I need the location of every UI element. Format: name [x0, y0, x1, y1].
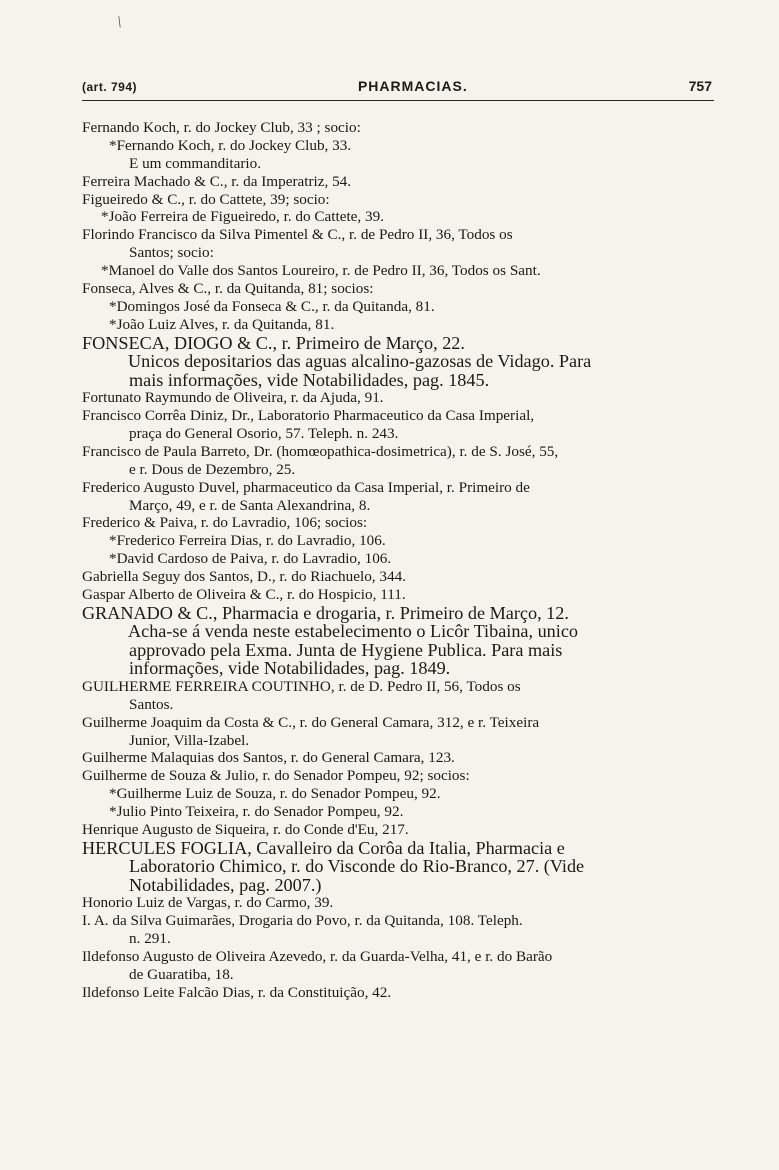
entry-line: Março, 49, e r. de Santa Alexandrina, 8.: [129, 496, 371, 514]
entry-line: Gabriella Seguy dos Santos, D., r. do Riachuelo, 344.: [82, 568, 406, 586]
header-rule: [82, 100, 714, 101]
entry-line: Santos.: [129, 695, 174, 713]
entry-line: *João Luiz Alves, r. da Quitanda, 81.: [109, 315, 335, 333]
entry-line: Notabilidades, pag. 2007.): [129, 874, 322, 895]
entry-line: *David Cardoso de Paiva, r. do Lavradio, 106.: [109, 550, 392, 568]
entry-line: n. 291.: [129, 930, 171, 948]
entry-line: Honorio Luiz de Vargas, r. do Carmo, 39.: [82, 894, 334, 912]
entry-line: Junior, Villa-Izabel.: [129, 731, 250, 749]
entry-line: FONSECA, DIOGO & C., r. Primeiro de Março, 22.: [82, 332, 465, 353]
entry-line: Laboratorio Chimico, r. do Visconde do Rio-Branco, 27. (Vide: [129, 856, 585, 877]
entry-line: I. A. da Silva Guimarães, Drogaria do Povo, r. da Quitanda, 108. Teleph.: [82, 912, 523, 930]
entry-line: Ferreira Machado & C., r. da Imperatriz, 54.: [82, 172, 352, 190]
article-reference: (art. 794): [82, 80, 138, 94]
entry-line: Frederico Augusto Duvel, pharmaceutico da Casa Imperial, r. Primeiro de: [82, 478, 530, 496]
page-number: 757: [688, 78, 712, 94]
entry-line: Francisco Corrêa Diniz, Dr., Laboratorio Pharmaceutico da Casa Imperial,: [82, 407, 535, 425]
entry-line: Florindo Francisco da Silva Pimentel & C., r. de Pedro II, 36, Todos os: [82, 226, 513, 244]
entry-line: Fortunato Raymundo de Oliveira, r. da Ajuda, 91.: [82, 389, 384, 407]
entry-line: e r. Dous de Dezembro, 25.: [129, 460, 296, 478]
entry-line: approvado pela Exma. Junta de Hygiene Publica. Para mais: [129, 639, 563, 660]
page-title: PHARMACIAS.: [357, 78, 468, 94]
entry-line: Ildefonso Augusto de Oliveira Azevedo, r. da Guarda-Velha, 41, e r. do Barão: [82, 948, 553, 966]
entry-line: Francisco de Paula Barreto, Dr. (homœopathica-dosimetrica), r. de S. José, 55,: [82, 442, 559, 460]
entry-line: Unicos depositarios das aguas alcalino-gazosas de Vidago. Para: [128, 351, 592, 372]
entry-line: de Guaratiba, 18.: [129, 965, 234, 983]
entry-line: Frederico & Paiva, r. do Lavradio, 106; socios:: [82, 514, 368, 532]
entry-line: E um commanditario.: [129, 154, 262, 172]
entry-line: *João Ferreira de Figueiredo, r. do Cattete, 39.: [101, 208, 384, 226]
entry-line: *Manoel do Valle dos Santos Loureiro, r. de Pedro II, 36, Todos os Sant.: [101, 262, 541, 280]
entry-line: *Frederico Ferreira Dias, r. do Lavradio, 106.: [109, 532, 386, 550]
page-header: [82, 78, 712, 94]
entry-line: GRANADO & C., Pharmacia e drogaria, r. Primeiro de Março, 12.: [82, 602, 569, 623]
entry-line: Guilherme Joaquim da Costa & C., r. do General Camara, 312, e r. Teixeira: [82, 713, 540, 731]
entry-line: Acha-se á venda neste estabelecimento o Licôr Tibaina, unico: [128, 621, 578, 642]
entry-line: Fonseca, Alves & C., r. da Quitanda, 81; socios:: [82, 280, 374, 298]
entry-line: *Domingos José da Fonseca & C., r. da Quitanda, 81.: [109, 297, 435, 315]
entry-line: GUILHERME FERREIRA COUTINHO, r. de D. Pedro II, 56, Todos os: [82, 677, 521, 695]
entry-line: Ildefonso Leite Falcão Dias, r. da Constituição, 42.: [82, 983, 392, 1001]
entry-line: *Guilherme Luiz de Souza, r. do Senador Pompeu, 92.: [109, 785, 441, 803]
entry-line: Guilherme de Souza & Julio, r. do Senador Pompeu, 92; socios:: [82, 767, 470, 785]
entry-line: Fernando Koch, r. do Jockey Club, 33 ; socio:: [82, 119, 361, 136]
entry-line: mais informações, vide Notabilidades, pag. 1845.: [129, 369, 490, 390]
entry-line: *Julio Pinto Teixeira, r. do Senador Pompeu, 92.: [109, 803, 404, 821]
entry-line: informações, vide Notabilidades, pag. 1849.: [129, 658, 451, 679]
stray-mark-icon: \: [115, 13, 124, 32]
entry-line: HERCULES FOGLIA, Cavalleiro da Corôa da Italia, Pharmacia e: [82, 837, 565, 858]
entry-line: *Fernando Koch, r. do Jockey Club, 33.: [109, 136, 352, 154]
directory-entries: [82, 119, 720, 1002]
entry-line: Henrique Augusto de Siqueira, r. do Conde d'Eu, 217.: [82, 821, 409, 838]
entry-line: Guilherme Malaquias dos Santos, r. do General Camara, 123.: [82, 749, 455, 767]
entry-line: praça do General Osorio, 57. Teleph. n. 243.: [129, 424, 399, 442]
entry-line: Santos; socio:: [129, 244, 214, 262]
entry-line: Gaspar Alberto de Oliveira & C., r. do Hospicio, 111.: [82, 585, 406, 603]
entry-line: Figueiredo & C., r. do Cattete, 39; socio:: [82, 190, 330, 208]
